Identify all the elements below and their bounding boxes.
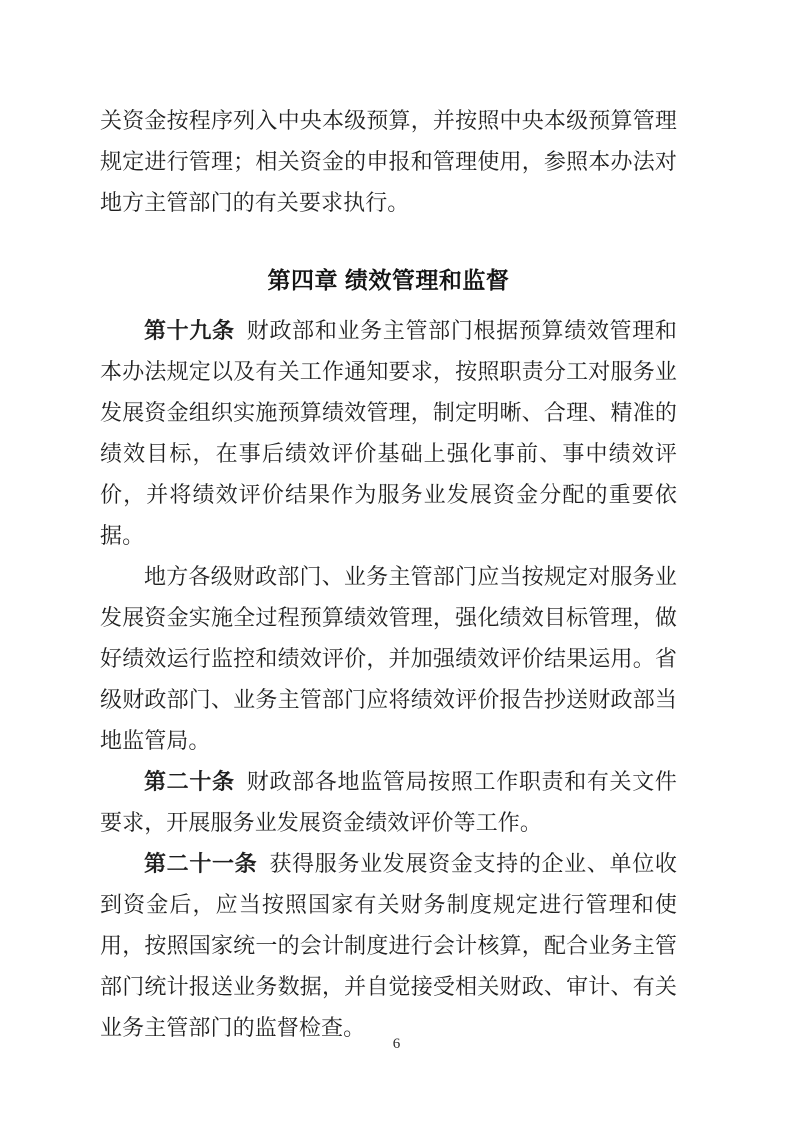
body-paragraph bbox=[100, 556, 677, 761]
paragraph-text: 财政部各地监管局按照工作职责和有关文件要求，开展服务业发展资金绩效评价等工作。 bbox=[100, 769, 678, 835]
article-number: 第二十条 bbox=[144, 769, 235, 794]
paragraph-text: 地方各级财政部门、业务主管部门应当按规定对服务业发展资金实施全过程预算绩效管理，强化绩效目标管理，做好绩效运行监控和绩效评价，并加强绩效评价结果运用。省级财政部门、业务主管部门应将绩效评价报告抄送财政部当地监管局。 bbox=[100, 564, 677, 753]
paragraph-text: 关资金按程序列入中央本级预算，并按照中央本级预算管理规定进行管理；相关资金的申报和管理使用，参照本办法对地方主管部门的有关要求执行。 bbox=[100, 108, 677, 215]
paragraph-text: 获得服务业发展资金支持的企业、单位收到资金后，应当按照国家有关财务制度规定进行管理和使用，按照国家统一的会计制度进行会计核算，配合业务主管部门统计报送业务数据，并自觉接受相关财政、审计、有关业务主管部门的监督检查。 bbox=[100, 851, 677, 1040]
article-number: 第十九条 bbox=[144, 318, 235, 343]
paragraph-text: 财政部和业务主管部门根据预算绩效管理和本办法规定以及有关工作通知要求，按照职责分工对服务业发展资金组织实施预算绩效管理，制定明晰、合理、精准的绩效目标，在事后绩效评价基础上强化事前、事中绩效评价，并将绩效评价结果作为服务业发展资金分配的重要依据。 bbox=[100, 318, 678, 548]
body-paragraph bbox=[100, 100, 677, 223]
chapter-heading: 第四章 绩效管理和监督 bbox=[267, 267, 510, 293]
document-body bbox=[100, 100, 677, 1048]
body-paragraph bbox=[100, 761, 677, 843]
page-number: 6 bbox=[392, 1036, 401, 1052]
body-paragraph bbox=[100, 843, 677, 1048]
article-number: 第二十一条 bbox=[144, 851, 258, 876]
body-paragraph bbox=[100, 310, 677, 556]
